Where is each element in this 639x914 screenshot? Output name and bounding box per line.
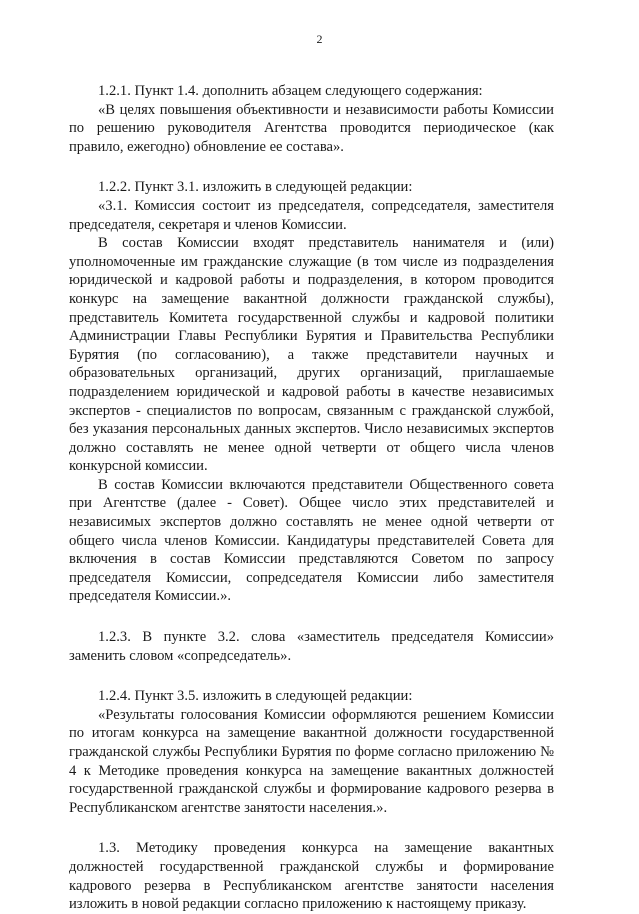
section-gap xyxy=(69,817,554,839)
section-1-2-1 xyxy=(69,82,554,156)
section-gap xyxy=(69,606,554,628)
paragraph-body: В состав Комиссии входят представитель нанимателя и (или) уполномоченные им гражданские служащие (в том числе из подразделения юридической и кадровой работы и подразделения, в котором проводится конкурс на замещение вакантной должности гражданской службы), представитель Комитета государственной службы и кадровой политики Администрации Главы Республики Бурятия и Правительства Республики Бурятия (по согласованию), а также представители научных и образовательных организаций, других организаций, приглашаемые подразделением юридической и кадровой работы в качестве независимых экспертов - специалистов по вопросам, связанным с гражданской службой, без указания персональных данных экспертов. Число независимых экспертов должно составлять не менее одной четверти от общего числа членов конкурсной комиссии. xyxy=(69,235,554,475)
section-gap xyxy=(69,156,554,178)
section-1-2-4 xyxy=(69,687,554,817)
paragraph-quote: «Результаты голосования Комиссии оформляются решением Комиссии по итогам конкурса на замещение вакантной должности государственной гражданской службы Республики Бурятия по форме согласно приложению № 4 к Методике проведения конкурса на замещение вакантных должностей государственной гражданской службы и формирование кадрового резерва в Республиканском агентстве занятости населения.». xyxy=(69,706,554,816)
section-1-2-3 xyxy=(69,628,554,665)
paragraph-heading: 1.3. Методику проведения конкурса на замещение вакантных должностей государственной гражданской службы и формирование кадрового резерва в Республиканском агентстве занятости населения изложить в новой редакции согласно приложению к настоящему приказу. xyxy=(69,840,554,913)
paragraph-body: В состав Комиссии включаются представители Общественного совета при Агентстве (далее - Совет). Общее число этих представителей и независимых экспертов должно составлять не менее одной четверти от общего числа членов Комиссии. Кандидатуры представителей Совета для включения в состав Комиссии представляются Советом по запросу председателя Комиссии, сопредседателя Комиссии либо заместителя председателя Комиссии.». xyxy=(69,476,554,605)
paragraph-heading: 1.2.3. В пункте 3.2. слова «заместитель председателя Комиссии» заменить словом «сопредседатель». xyxy=(69,629,554,664)
section-gap xyxy=(69,665,554,687)
paragraph-heading: 1.2.1. Пункт 1.4. дополнить абзацем следующего содержания: xyxy=(98,83,483,99)
page-number: 2 xyxy=(316,32,323,46)
section-1-3 xyxy=(69,839,554,913)
section-1-2-2 xyxy=(69,178,554,606)
paragraph-quote: «3.1. Комиссия состоит из председателя, сопредседателя, заместителя председателя, секретаря и членов Комиссии. xyxy=(69,197,554,233)
document-body xyxy=(69,82,554,914)
paragraph-heading: 1.2.4. Пункт 3.5. изложить в следующей редакции: xyxy=(98,688,413,705)
paragraph-quote: «В целях повышения объективности и независимости работы Комиссии по решению руководителя Агентства проводится периодическое (как правило, ежегодно) обновление ее состава». xyxy=(69,101,554,155)
paragraph-heading: 1.2.2. Пункт 3.1. изложить в следующей редакции: xyxy=(98,179,413,196)
